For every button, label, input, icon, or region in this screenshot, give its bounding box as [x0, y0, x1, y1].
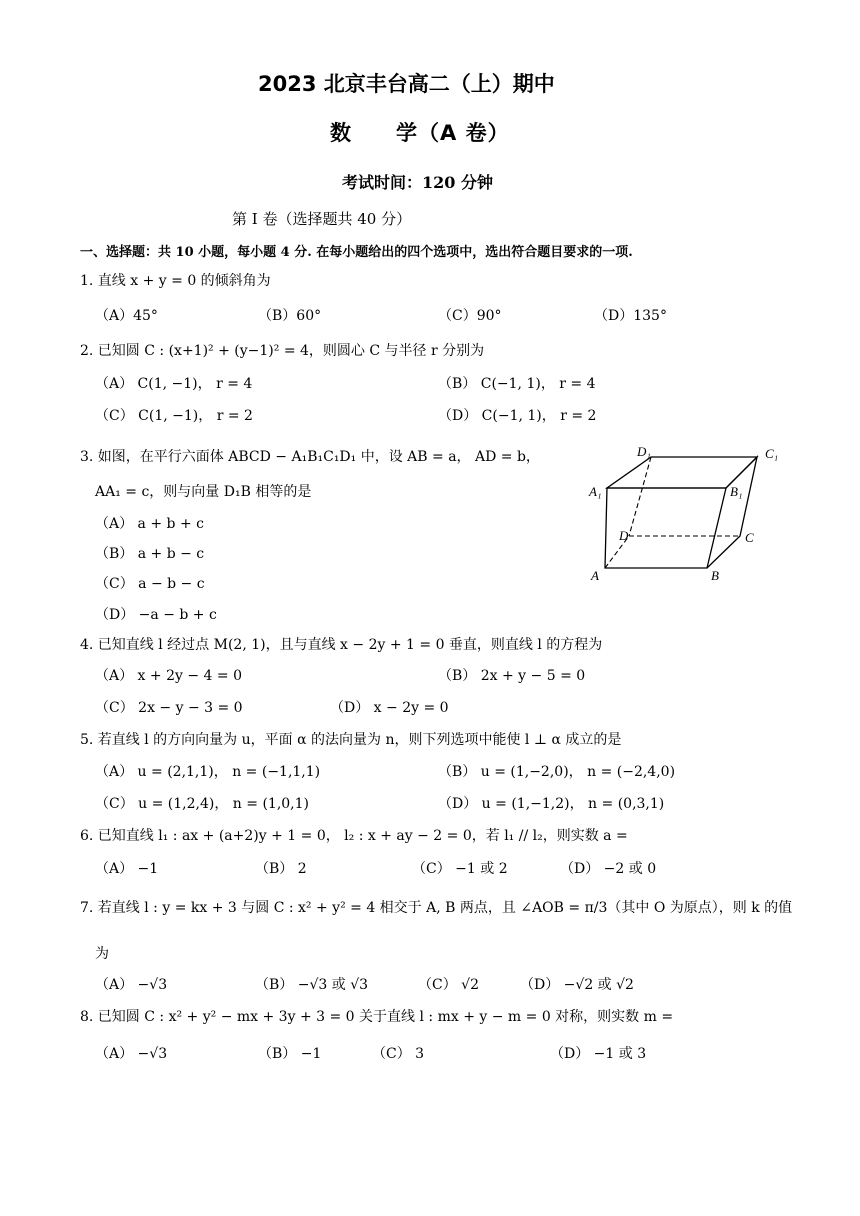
question-6-option-c[interactable]: （C） −1 或 2 — [412, 861, 508, 877]
question-8-option-d[interactable]: （D） −1 或 3 — [550, 1046, 647, 1062]
question-7-stem-line1: 7. 若直线 l : y = kx + 3 与圆 C : x² + y² = 4 相交于 A, B 两点，且 ∠AOB = π/3（其中 O 为原点），则 k 的值 — [80, 900, 793, 916]
question-3-option-b[interactable]: （B） a + b − c — [95, 546, 205, 562]
question-6-option-b[interactable]: （B） 2 — [255, 861, 307, 877]
question-4-option-a[interactable]: （A） x + 2y − 4 = 0 — [95, 668, 242, 684]
question-5-option-c[interactable]: （C） u = (1,2,4)， n = (1,0,1) — [95, 796, 309, 812]
question-7-stem-line2: 为 — [95, 946, 109, 962]
label-d1: D₁ — [637, 444, 651, 459]
question-8-stem: 8. 已知圆 C : x² + y² − mx + 3y + 3 = 0 关于直线 l : mx + y − m = 0 对称，则实数 m = — [80, 1009, 674, 1025]
label-a: A — [591, 568, 599, 583]
question-7-option-b[interactable]: （B） −√3 或 √3 — [255, 977, 369, 993]
exam-time: 考试时间：120 分钟 — [342, 173, 493, 192]
question-3-stem-line1: 3. 如图，在平行六面体 ABCD − A₁B₁C₁D₁ 中，设 AB = a， AD = b， — [80, 449, 540, 465]
question-2-option-d[interactable]: （D） C(−1, 1)， r = 2 — [438, 408, 597, 424]
question-4-option-b[interactable]: （B） 2x + y − 5 = 0 — [438, 668, 586, 684]
question-4-option-d[interactable]: （D） x − 2y = 0 — [330, 700, 449, 716]
question-4-option-c[interactable]: （C） 2x − y − 3 = 0 — [95, 700, 243, 716]
question-7-option-a[interactable]: （A） −√3 — [95, 977, 168, 993]
exam-title: 2023 北京丰台高二（上）期中 — [258, 72, 555, 96]
question-5-option-d[interactable]: （D） u = (1,−1,2)， n = (0,3,1) — [438, 796, 665, 812]
question-3-option-c[interactable]: （C） a − b − c — [95, 576, 205, 592]
question-5-stem: 5. 若直线 l 的方向向量为 u，平面 α 的法向量为 n，则下列选项中能使 l ⊥ α 成立的是 — [80, 732, 622, 748]
question-6-stem: 6. 已知直线 l₁ : ax + (a+2)y + 1 = 0， l₂ : x + ay − 2 = 0，若 l₁ // l₂，则实数 a = — [80, 828, 628, 844]
parallelepiped-figure — [585, 440, 785, 590]
question-1-option-b[interactable]: （B）60° — [258, 308, 322, 324]
question-5-option-a[interactable]: （A） u = (2,1,1)， n = (−1,1,1) — [95, 764, 321, 780]
question-8-option-b[interactable]: （B） −1 — [258, 1046, 322, 1062]
subject-title: 数 学（A 卷） — [330, 121, 510, 145]
section-instructions: 一、选择题：共 10 小题，每小题 4 分. 在每小题给出的四个选项中，选出符合题目要求的一项. — [80, 245, 633, 260]
question-2-option-b[interactable]: （B） C(−1, 1)， r = 4 — [438, 376, 596, 392]
question-8-option-a[interactable]: （A） −√3 — [95, 1046, 168, 1062]
label-c1: C₁ — [765, 446, 779, 461]
label-b: B — [711, 568, 719, 583]
label-c: C — [745, 530, 754, 545]
label-a1: A₁ — [589, 484, 602, 499]
question-6-option-a[interactable]: （A） −1 — [95, 861, 159, 877]
question-8-option-c[interactable]: （C） 3 — [372, 1046, 425, 1062]
question-3-option-a[interactable]: （A） a + b + c — [95, 516, 204, 532]
question-3-option-d[interactable]: （D） −a − b + c — [95, 607, 217, 623]
question-6-option-d[interactable]: （D） −2 或 0 — [560, 861, 657, 877]
question-2-option-c[interactable]: （C） C(1, −1)， r = 2 — [95, 408, 253, 424]
question-4-stem: 4. 已知直线 l 经过点 M(2, 1)，且与直线 x − 2y + 1 = 0 垂直，则直线 l 的方程为 — [80, 637, 603, 653]
question-1-stem: 1. 直线 x + y = 0 的倾斜角为 — [80, 273, 271, 289]
question-1-option-a[interactable]: （A）45° — [95, 308, 158, 324]
label-b1: B₁ — [730, 484, 743, 499]
question-1-option-c[interactable]: （C）90° — [438, 308, 502, 324]
question-5-option-b[interactable]: （B） u = (1,−2,0)， n = (−2,4,0) — [438, 764, 676, 780]
question-2-stem: 2. 已知圆 C : (x+1)² + (y−1)² = 4，则圆心 C 与半径 r 分别为 — [80, 343, 485, 359]
part-heading: 第 I 卷（选择题共 40 分） — [232, 210, 412, 228]
question-2-option-a[interactable]: （A） C(1, −1)， r = 4 — [95, 376, 253, 392]
question-7-option-c[interactable]: （C） √2 — [418, 977, 479, 993]
hidden-edge-dd1 — [629, 457, 651, 536]
question-1-option-d[interactable]: （D）135° — [594, 308, 667, 324]
label-d: D — [619, 528, 629, 543]
right-edges — [707, 457, 757, 568]
question-7-option-d[interactable]: （D） −√2 或 √2 — [520, 977, 634, 993]
question-3-stem-line2: AA₁ = c，则与向量 D₁B 相等的是 — [95, 484, 312, 500]
